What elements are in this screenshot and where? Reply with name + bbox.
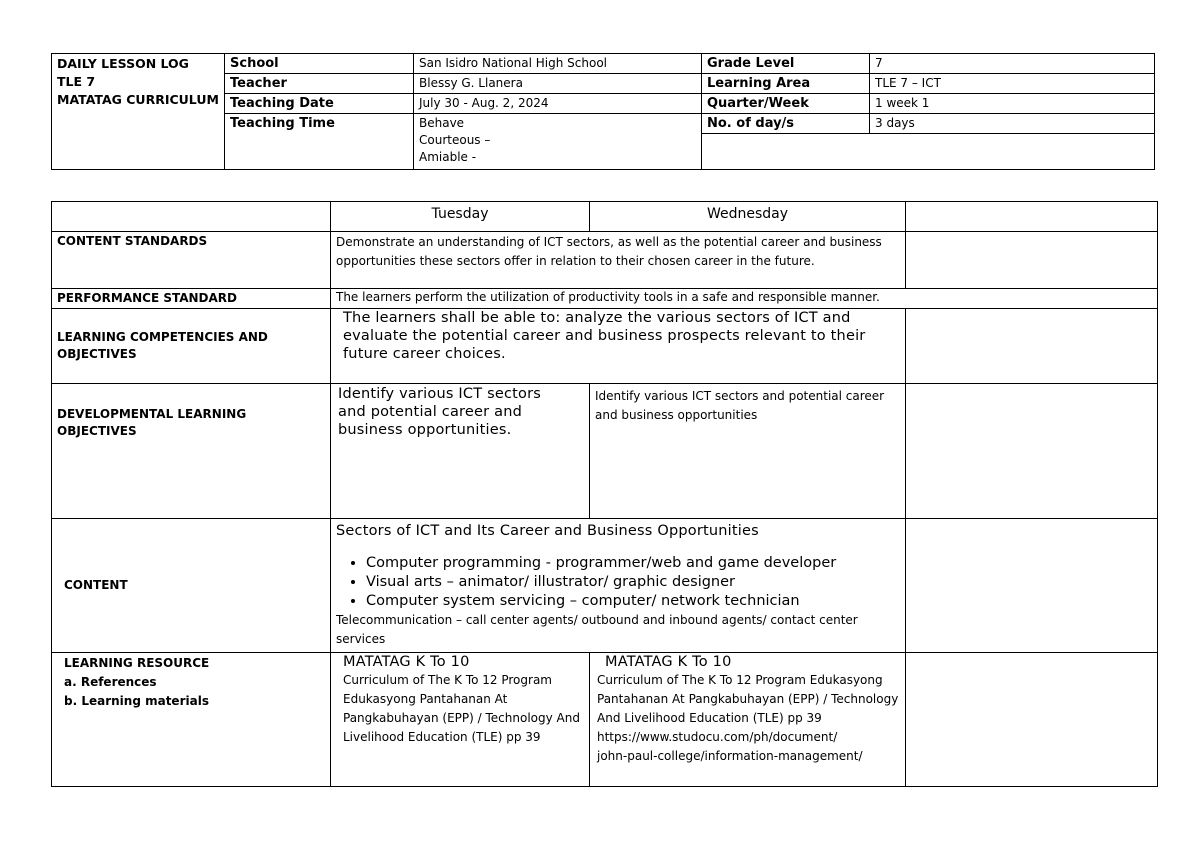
log-title: [52, 54, 225, 170]
performance-standard-text: The learners perform the utilization of productivity tools in a safe and responsible manner.: [331, 289, 1158, 309]
days-label: No. of day/s: [702, 114, 870, 134]
content-list: [336, 554, 900, 611]
header-table: [51, 53, 1155, 170]
blank-cell: [906, 232, 1158, 289]
teaching-date-value: July 30 - Aug. 2, 2024: [414, 94, 702, 114]
resource-tuesday: [331, 653, 590, 787]
list-item: • Computer system servicing – computer/ network technician: [366, 592, 900, 611]
teacher-label: Teacher: [225, 74, 414, 94]
teaching-date-label: Teaching Date: [225, 94, 414, 114]
resource-wednesday-text: Curriculum of The K To 12 Program Edukasyong Pantahanan At Pangkabuhayan (EPP) / Technology And Livelihood Education (TLE) pp 39: [597, 673, 899, 725]
content-standards-label: CONTENT STANDARDS: [52, 232, 331, 289]
blank-cell: [906, 653, 1158, 787]
teaching-time-line-2: Courteous –: [419, 133, 491, 147]
content-title: Sectors of ICT and Its Career and Business Opportunities: [336, 523, 759, 539]
resource-wednesday-title: MATATAG K To 10: [605, 654, 732, 670]
day-header-tuesday: Tuesday: [331, 202, 590, 232]
content-standards-text: Demonstrate an understanding of ICT sectors, as well as the potential career and business opportunities these sectors offer in relation to their chosen career in the future.: [331, 232, 906, 289]
day-header-wednesday: Wednesday: [590, 202, 906, 232]
teacher-value: Blessy G. Llanera: [414, 74, 702, 94]
log-title-line-3: MATATAG CURRICULUM: [57, 92, 219, 107]
list-item: • Visual arts – animator/ illustrator/ graphic designer: [366, 573, 900, 592]
log-title-line-2: TLE 7: [57, 74, 96, 89]
content-extra: Telecommunication – call center agents/ outbound and inbound agents/ contact center services: [336, 613, 858, 646]
school-label: School: [225, 54, 414, 74]
learning-materials-label: b. Learning materials: [64, 694, 209, 708]
teaching-time-line-3: Amiable -: [419, 150, 477, 164]
blank-cell: [906, 309, 1158, 384]
content-cell: [331, 519, 906, 653]
content-label: CONTENT: [52, 519, 331, 653]
performance-standard-label: PERFORMANCE STANDARD: [52, 289, 331, 309]
learning-area-value: TLE 7 – ICT: [870, 74, 1155, 94]
grade-level-value: 7: [870, 54, 1155, 74]
teaching-time-line-1: Behave: [419, 116, 465, 130]
log-title-line-1: DAILY LESSON LOG: [57, 56, 189, 71]
resource-tuesday-text: Curriculum of The K To 12 Program Edukasyong Pantahanan At Pangkabuhayan (EPP) / Technology And Livelihood Education (TLE) pp 39: [343, 673, 580, 744]
blank-header-cell: [906, 202, 1158, 232]
competencies-text: The learners shall be able to: analyze the various sectors of ICT and evaluate the potential career and business prospects relevant to their future career choices.: [331, 309, 906, 384]
dev-objectives-wednesday: Identify various ICT sectors and potential career and business opportunities: [590, 384, 906, 519]
resource-tuesday-title: MATATAG K To 10: [343, 654, 470, 670]
blank-header-cell: [52, 202, 331, 232]
list-item: • Computer programming - programmer/web and game developer: [366, 554, 900, 573]
blank-cell: [906, 384, 1158, 519]
lesson-table: [51, 201, 1158, 787]
quarter-week-value: 1 week 1: [870, 94, 1155, 114]
competencies-label: LEARNING COMPETENCIES AND OBJECTIVES: [52, 309, 331, 384]
blank-cell: [906, 519, 1158, 653]
days-value: 3 days: [870, 114, 1155, 134]
quarter-week-label: Quarter/Week: [702, 94, 870, 114]
resource-wednesday-link-1[interactable]: https://www.studocu.com/ph/document/: [597, 730, 838, 744]
dev-objectives-label: DEVELOPMENTAL LEARNING OBJECTIVES: [52, 384, 331, 519]
dev-objectives-tuesday: Identify various ICT sectors and potential career and business opportunities.: [331, 384, 590, 519]
empty-cell: [702, 134, 1155, 170]
references-label: a. References: [64, 675, 157, 689]
learning-resource-label: LEARNING RESOURCE: [64, 656, 210, 670]
teaching-time-value: [414, 114, 702, 170]
teaching-time-label: Teaching Time: [225, 114, 414, 170]
resource-wednesday: [590, 653, 906, 787]
learning-area-label: Learning Area: [702, 74, 870, 94]
school-value: San Isidro National High School: [414, 54, 702, 74]
resource-wednesday-link-2[interactable]: john-paul-college/information-management/: [597, 749, 863, 763]
grade-level-label: Grade Level: [702, 54, 870, 74]
learning-resource-label-cell: [52, 653, 331, 787]
